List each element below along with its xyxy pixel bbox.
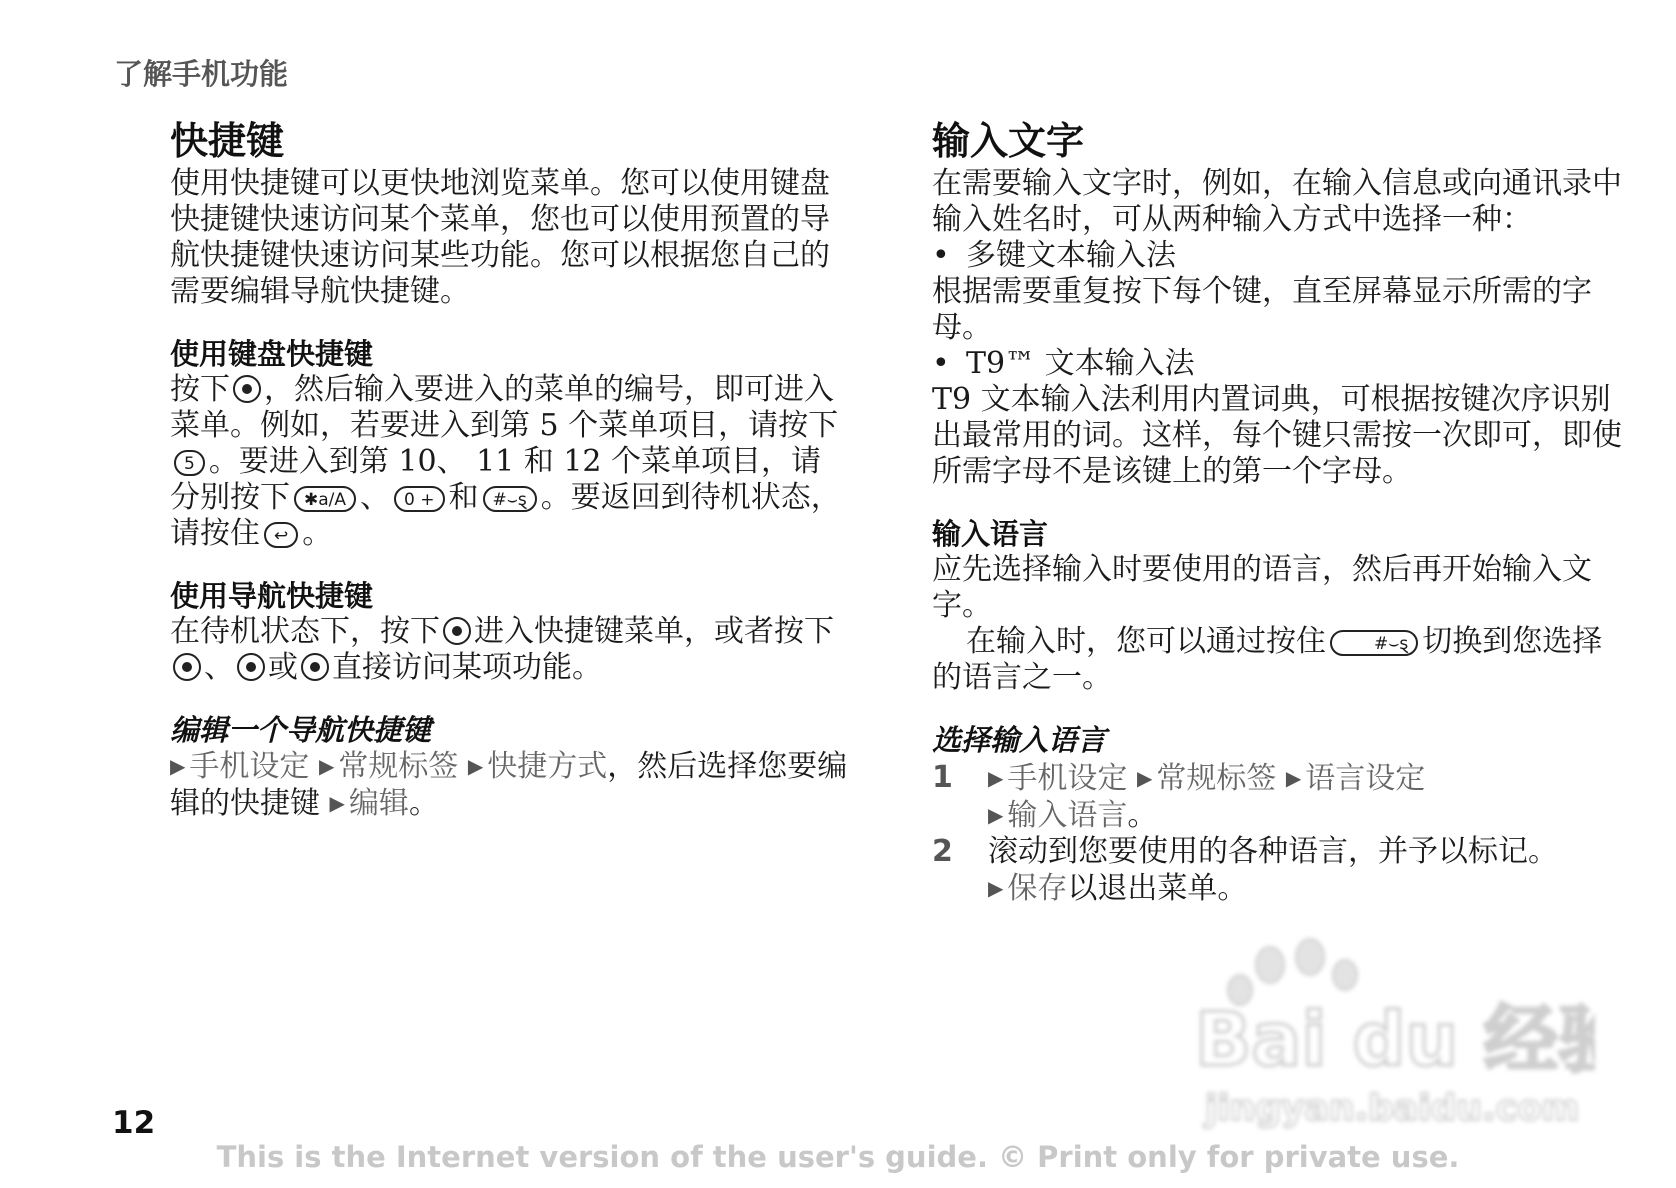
bullet-t9-label: T9™ 文本输入法 [966,346,1195,381]
menu-general-tab: 常规标签 [338,749,459,784]
nav-or: 或 [268,650,298,685]
keypad-text-1: 按下 [170,372,230,407]
nav-shortcuts-text [170,614,850,686]
keypad-and: 和 [448,480,479,515]
select-input-language-heading: 选择输入语言 [932,723,1107,757]
step-1 [932,760,1632,834]
steps-list [932,760,1632,907]
menu-arrow-icon: ▶ [467,754,484,778]
menu-language-settings: 语言设定 [1305,761,1426,796]
section-header: 了解手机功能 [114,57,289,91]
nav-up-icon [443,617,471,645]
right-column [932,118,1632,907]
bullet-multitap-label: 多键文本输入法 [966,238,1176,273]
edit-text-1: ，然后选择您要编辑的快捷键 [170,749,848,821]
keypad-text-3: 。要进入到第 10、 11 和 12 个菜单项目，请分别按下 [170,444,822,515]
page-number: 12 [112,1105,156,1141]
step2-end: 以退出菜单。 [1067,871,1248,906]
nav-left-icon [237,653,265,681]
edit-shortcut-text [170,748,850,822]
key-star-icon: ✱a/A [294,486,356,512]
bullet-icon: • [932,238,950,273]
nav-right-icon [301,653,329,681]
keypad-shortcuts-text [170,372,850,552]
menu-phone-settings: 手机设定 [1007,761,1128,796]
baidu-watermark [1195,935,1595,1135]
baidu-paw-logo [1195,935,1595,1135]
keypad-text-5: 。 [302,516,333,551]
select-key-icon [233,375,261,403]
key-5-icon: 5 [174,450,205,476]
bullet-t9 [932,346,1632,382]
back-key-icon: ↩ [264,522,298,548]
key-hash-icon: #⌣ȿ [1330,630,1418,656]
menu-save: 保存 [1007,871,1068,906]
edit-shortcut-heading: 编辑一个导航快捷键 [170,713,432,747]
text-input-title: 输入文字 [932,119,1085,163]
nav-down-icon [173,653,201,681]
step1-end: 。 [1127,798,1158,833]
input-language-text-1: 应先选择输入时要使用的语言，然后再开始输入文字。 [932,552,1592,623]
key-hash-icon: #⌣ȿ [483,486,537,512]
footer-notice: This is the Internet version of the user's guide. © Print only for private use. [216,1140,1460,1174]
menu-arrow-icon: ▶ [329,791,345,815]
keypad-shortcuts-heading: 使用键盘快捷键 [170,337,374,371]
menu-input-language: 输入语言 [1007,798,1128,833]
nav-text-2: 进入快捷键菜单，或者按下 [474,614,834,649]
nav-sep: 、 [204,650,234,685]
step-number: 1 [932,760,953,795]
step-2 [932,834,1632,907]
step2-text: 滚动到您要使用的各种语言，并予以标记。 [988,834,1558,869]
input-language-heading: 输入语言 [932,517,1049,551]
text-input-intro: 在需要输入文字时，例如，在输入信息或向通讯录中输入姓名时，可从两种输入方式中选择一种： [932,166,1622,237]
step-body [988,834,1632,907]
t9-desc: T9 文本输入法利用内置词典，可根据按键次序识别出最常用的词。这样，每个键只需按一次即可，即使所需字母不是该键上的第一个字母。 [932,382,1622,489]
watermark-url: jingyan.baidu.com [1205,1088,1580,1129]
shortcuts-intro: 使用快捷键可以更快地浏览菜单。您可以使用键盘快捷键快速访问某个菜单，您也可以使用预置的导航快捷键快速访问某些功能。您可以根据您自己的需要编辑导航快捷键。 [170,166,830,309]
watermark-brand: Bai du 经验 [1195,997,1595,1083]
edit-text-2: 。 [408,786,439,821]
input-language-text-2 [932,624,1632,696]
step-body [988,760,1632,834]
menu-arrow-icon: ▶ [1285,766,1302,790]
menu-arrow-icon: ▶ [988,876,1004,900]
menu-arrow-icon: ▶ [1136,766,1153,790]
key-zero-icon: 0 + [394,486,444,512]
lang-text-a: 在输入时，您可以通过按住 [966,624,1326,659]
menu-phone-settings: 手机设定 [189,749,310,784]
menu-arrow-icon: ▶ [170,754,186,778]
shortcuts-title: 快捷键 [170,119,285,163]
menu-arrow-icon: ▶ [318,754,335,778]
menu-arrow-icon: ▶ [988,766,1004,790]
menu-arrow-icon: ▶ [988,803,1004,827]
step-number: 2 [932,834,953,869]
keypad-text-4: 。要返回到待机状态，请按住 [170,480,841,551]
keypad-text-2: ，然后输入要进入的菜单的编号，即可进入菜单。例如，若要进入到第 5 个菜单项目，请按下 [170,372,839,443]
keypad-sep: 、 [360,480,391,515]
left-column [170,118,850,822]
menu-edit: 编辑 [348,786,409,821]
bullet-icon: • [932,346,950,381]
nav-text-3: 直接访问某项功能。 [332,650,602,685]
bullet-multitap [932,238,1632,274]
multitap-desc: 根据需要重复按下每个键，直至屏幕显示所需的字母。 [932,274,1592,345]
nav-shortcuts-heading: 使用导航快捷键 [170,579,374,613]
menu-shortcuts: 快捷方式 [487,749,608,784]
lang-text-b: 切换到您选择的语言之一。 [932,624,1603,695]
menu-general-tab: 常规标签 [1156,761,1277,796]
nav-text-1: 在待机状态下，按下 [170,614,440,649]
